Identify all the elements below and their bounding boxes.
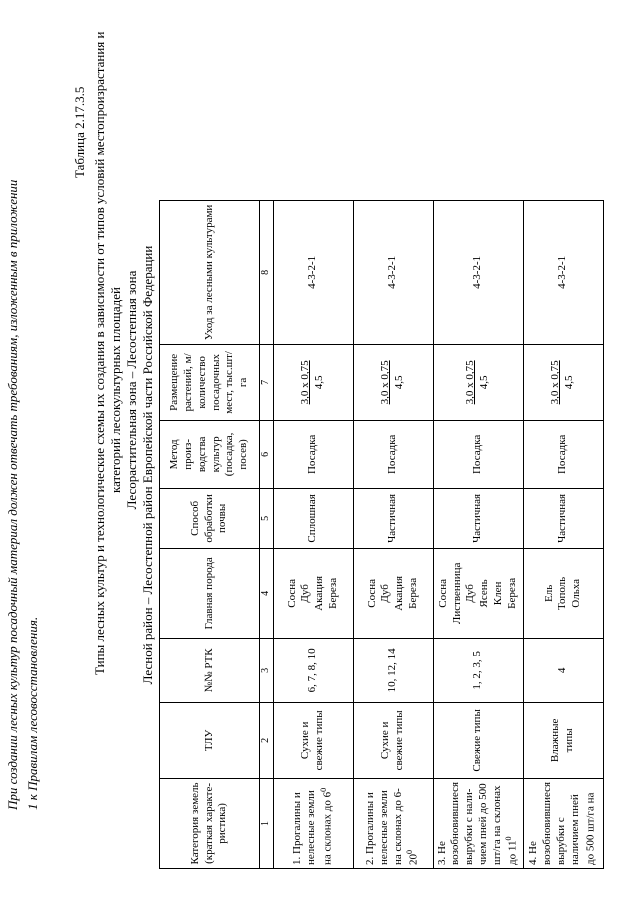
cell-tlu — [273, 702, 353, 778]
method-text: Посадка — [471, 434, 484, 475]
category-text: 3. Не возобновившиеся вырубки с нали-чием пней до 500 шт/га на склонах до 11 — [435, 781, 519, 865]
soil-text: Частичная — [386, 493, 399, 543]
cell-tlu — [433, 702, 523, 778]
column-number: 3 — [260, 638, 274, 702]
cell-placement — [353, 344, 433, 420]
category-superscript: 0 — [405, 850, 415, 854]
placement-density: 4,5 — [563, 375, 576, 390]
table-caption-zone: Лесорастительная зона – Лесостепная зона — [124, 270, 139, 510]
placement-fraction — [379, 360, 407, 404]
species-item: Сосна — [285, 579, 298, 608]
soil-text: Частичная — [471, 493, 484, 543]
species-item: Акация — [313, 575, 325, 611]
rtk-text: 4 — [556, 667, 569, 674]
header-care: Уход за лесными культурами — [160, 200, 260, 344]
table-caption-region: Лесной район – Лесостепной район Европейской части Российской Федерации — [140, 245, 155, 685]
category-text: 1. Прогалины и нелесные земли на склонах до 6 — [291, 790, 334, 865]
cell-method — [523, 420, 603, 488]
cell-placement — [273, 344, 353, 420]
cell-soil-treatment — [273, 488, 353, 548]
rtk-text: 1, 2, 3, 5 — [471, 651, 484, 690]
cell-placement — [433, 344, 523, 420]
species-item: Ель — [542, 584, 555, 602]
category-superscript: 0 — [504, 836, 514, 841]
column-number: 2 — [260, 702, 274, 778]
species-item: Лиственница — [450, 562, 463, 625]
method-text: Посадка — [306, 434, 319, 475]
tlu-text: Сухие и свежие типы — [299, 710, 325, 771]
column-number: 8 — [260, 200, 274, 344]
care-text: 4-3-2-1 — [386, 255, 399, 289]
cell-care — [273, 200, 353, 344]
species-item: Ольха — [570, 579, 583, 608]
placement-spacing: 3,0 х 0,75 — [299, 360, 312, 405]
placement-density: 4,5 — [313, 375, 325, 390]
species-item: Акация — [393, 575, 405, 611]
cell-soil-treatment — [353, 488, 433, 548]
tlu-text: Влажные типы — [549, 718, 576, 763]
intro-line-2: 1 к Правилам лесовосстановления. — [25, 616, 40, 810]
category-superscript: 0 — [318, 787, 328, 792]
placement-fraction — [464, 360, 492, 404]
species-item: Дуб — [299, 584, 312, 603]
column-number: 7 — [260, 344, 274, 420]
species-item: Ясень — [478, 579, 491, 608]
column-number: 5 — [260, 488, 274, 548]
rtk-text: 10, 12, 14 — [386, 648, 399, 693]
species-item: Тополь — [556, 576, 569, 610]
column-number-row — [260, 200, 274, 868]
cell-soil-treatment — [523, 488, 603, 548]
tlu-text: Сухие и свежие типы — [379, 710, 405, 771]
table-row — [273, 200, 353, 868]
intro-line-1: При создании лесных культур посадочный материал должен отвечать требованиям, изложенным в приложении — [5, 179, 20, 810]
placement-spacing: 3,0 х 0,75 — [379, 360, 392, 405]
header-production-method: Метод произ-водства культур (посадка, посев) — [160, 420, 260, 488]
cell-land-category — [523, 778, 603, 868]
species-item: Сосна — [436, 579, 449, 608]
placement-density: 4,5 — [478, 375, 491, 390]
placement-fraction — [299, 360, 327, 404]
soil-text: Частичная — [556, 493, 569, 543]
species-item: Береза — [406, 577, 419, 609]
cell-main-species — [353, 548, 433, 638]
cell-rtk — [433, 638, 523, 702]
category-text: 4. Не возобновившиеся вырубки с наличием пней до 500 шт/га на — [527, 781, 598, 865]
cell-rtk — [353, 638, 433, 702]
cell-method — [273, 420, 353, 488]
forest-culture-table — [159, 200, 604, 869]
care-text: 4-3-2-1 — [471, 255, 484, 289]
species-item: Береза — [326, 577, 339, 609]
placement-spacing: 3,0 х 0,75 — [464, 360, 477, 405]
method-text: Посадка — [556, 434, 569, 475]
header-soil-treatment: Способ обработки почвы — [160, 488, 260, 548]
species-item: Дуб — [464, 584, 477, 603]
placement-fraction — [549, 360, 577, 404]
cell-main-species — [523, 548, 603, 638]
table-caption-line-1: Типы лесных культур и технологические схемы их создания в зависимости от типов условий местопроизрастания и — [92, 31, 107, 675]
cell-main-species — [273, 548, 353, 638]
method-text: Посадка — [386, 434, 399, 475]
header-tlu: ТЛУ — [160, 702, 260, 778]
cell-care — [433, 200, 523, 344]
rtk-text: 6, 7, 8, 10 — [306, 648, 319, 693]
species-item: Клен — [491, 581, 504, 606]
cell-tlu — [523, 702, 603, 778]
placement-density: 4,5 — [393, 375, 405, 390]
cell-land-category — [353, 778, 433, 868]
column-number: 4 — [260, 548, 274, 638]
cell-soil-treatment — [433, 488, 523, 548]
table-number: Таблица 2.17.3.5 — [72, 86, 87, 178]
cell-land-category — [433, 778, 523, 868]
header-main-species: Главная порода — [160, 548, 260, 638]
table-header-row — [160, 200, 260, 868]
cell-care — [353, 200, 433, 344]
cell-method — [433, 420, 523, 488]
cell-care — [523, 200, 603, 344]
care-text: 4-3-2-1 — [306, 255, 319, 289]
placement-spacing: 3,0 х 0,75 — [549, 360, 562, 405]
soil-text: Сплошная — [306, 494, 319, 543]
cell-land-category — [273, 778, 353, 868]
column-number: 6 — [260, 420, 274, 488]
cell-placement — [523, 344, 603, 420]
species-item: Дуб — [379, 584, 392, 603]
species-item: Береза — [505, 577, 518, 609]
cell-main-species — [433, 548, 523, 638]
table-row — [433, 200, 523, 868]
table-row — [523, 200, 603, 868]
cell-tlu — [353, 702, 433, 778]
tlu-text: Свежие типы — [471, 709, 484, 772]
category-text: 2. Прогалины и нелесные земли на склонах до 6-20 — [364, 788, 421, 865]
cell-method — [353, 420, 433, 488]
table-row — [353, 200, 433, 868]
table-caption-line-2: категорий лесокультурных площадей — [108, 286, 123, 494]
header-placement: Размещение растений, м/количество посадочных мест, тыс.шт/га — [160, 344, 260, 420]
cell-rtk — [273, 638, 353, 702]
species-item: Сосна — [365, 579, 378, 608]
care-text: 4-3-2-1 — [556, 255, 569, 289]
column-number: 1 — [260, 778, 274, 868]
header-rtk: №№ РТК — [160, 638, 260, 702]
cell-rtk — [523, 638, 603, 702]
header-land-category: Категория земель (краткая характе-ристика) — [160, 778, 260, 868]
